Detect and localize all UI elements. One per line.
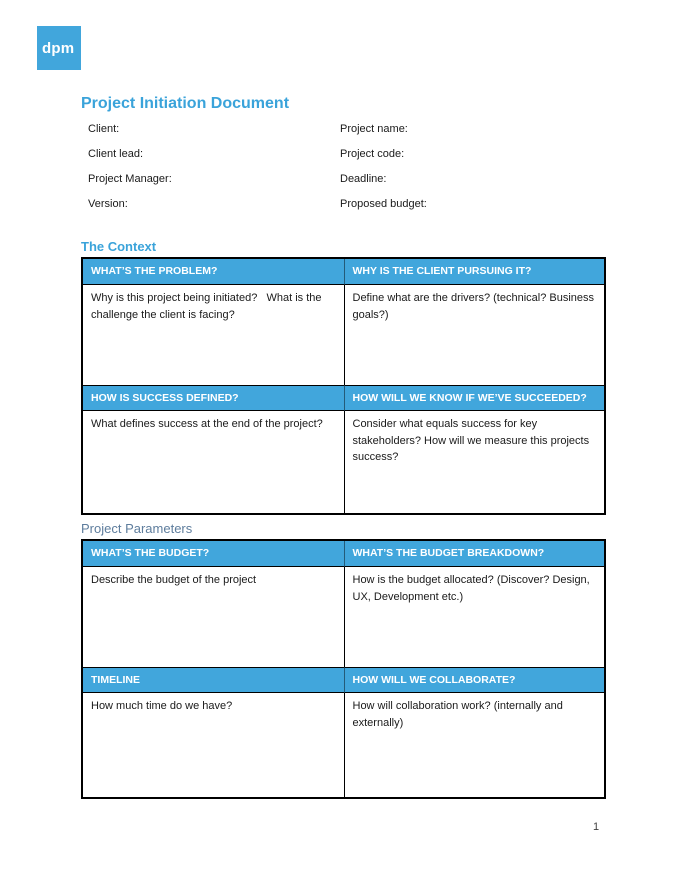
section-heading-parameters: Project Parameters [81,521,193,536]
section-heading-context: The Context [81,239,157,254]
table-header-cell: HOW IS SUCCESS DEFINED? [83,385,344,411]
table-body-cell: Consider what equals success for key stakeholders? How will we measure this projects success? [344,411,605,513]
info-fields [88,116,600,216]
table-header-cell: HOW WILL WE KNOW IF WE’VE SUCCEEDED? [344,385,605,411]
field-label-client: Client: [88,122,120,135]
context-table [81,257,606,515]
field-label-project-code: Project code: [340,147,405,160]
table-body-cell: How much time do we have? [91,700,233,712]
page-title: Project Initiation Document [81,95,290,112]
field-label-deadline: Deadline: [340,172,387,185]
table-header-cell: WHAT’S THE BUDGET BREAKDOWN? [344,541,605,567]
table-body-cell: What defines success at the end of the project? [91,418,323,430]
field-label-project-manager: Project Manager: [88,172,172,185]
table-header-cell: WHAT’S THE PROBLEM? [83,259,344,285]
table-body-cell: Define what are the drivers? (technical? Business goals?) [344,285,605,385]
table-header-cell: TIMELINE [83,667,344,693]
dpm-logo: dpm [37,26,81,70]
field-label-proposed-budget: Proposed budget: [340,197,427,210]
field-label-project-name: Project name: [340,122,408,135]
parameters-table [81,539,606,799]
table-body-cell: How is the budget allocated? (Discover? Design, UX, Development etc.) [344,567,605,667]
table-body-cell: How will collaboration work? (internally and externally) [344,693,605,797]
table-header-cell: HOW WILL WE COLLABORATE? [344,667,605,693]
field-label-client-lead: Client lead: [88,147,144,160]
page-number: 1 [593,821,600,833]
field-label-version: Version: [88,197,128,210]
table-body-cell: Why is this project being initiated? What is the challenge the client is facing? [91,292,325,321]
table-header-cell: WHY IS THE CLIENT PURSUING IT? [344,259,605,285]
table-header-cell: WHAT’S THE BUDGET? [83,541,344,567]
table-body-cell: Describe the budget of the project [91,574,257,586]
